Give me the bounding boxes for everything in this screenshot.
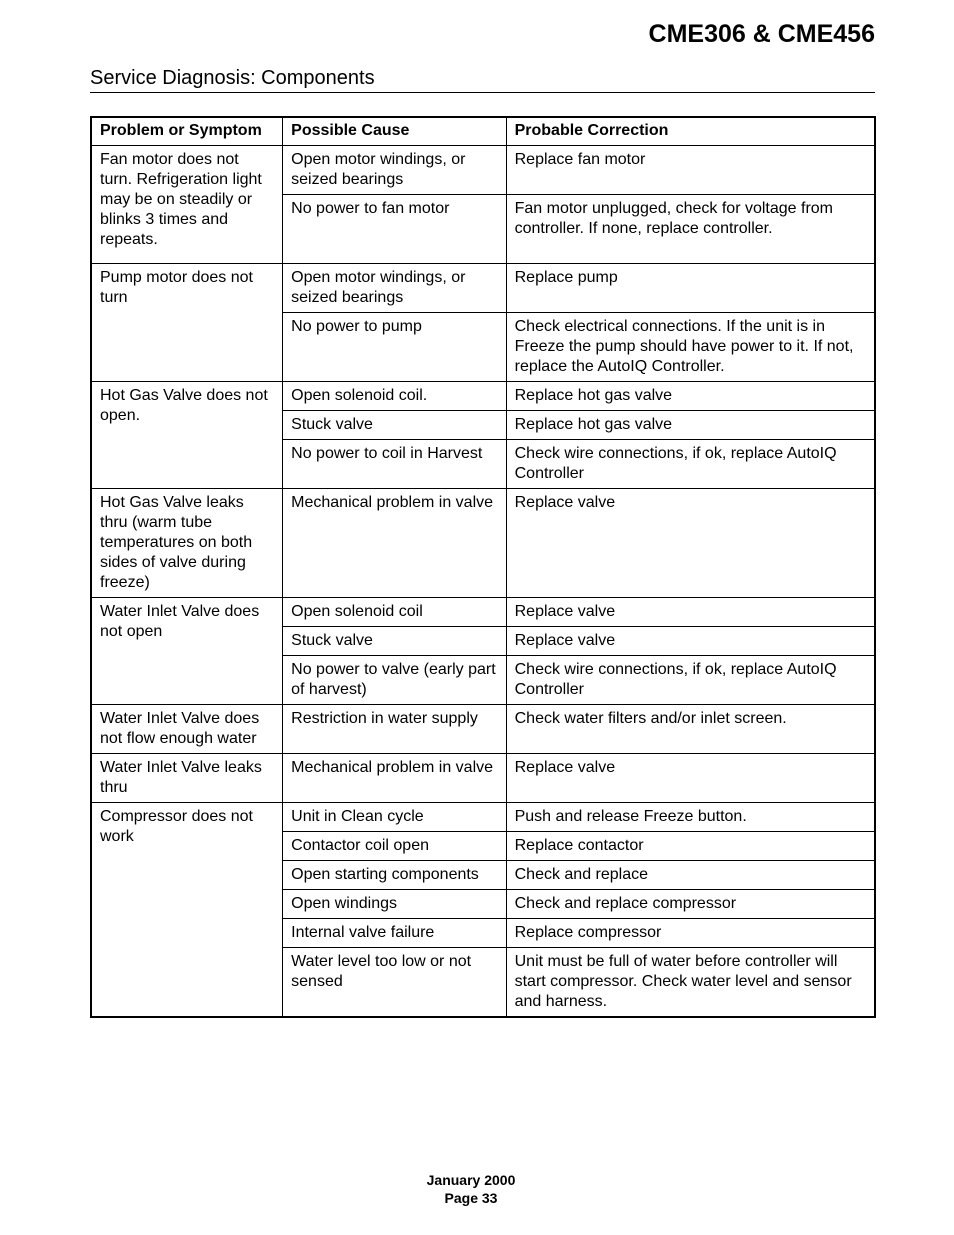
correction-cell: Replace valve bbox=[506, 598, 875, 627]
correction-cell: Replace pump bbox=[506, 264, 875, 313]
cause-cell: Open starting components bbox=[283, 861, 506, 890]
document-title: CME306 & CME456 bbox=[648, 20, 875, 48]
table-row bbox=[91, 803, 875, 832]
cause-cell: Mechanical problem in valve bbox=[283, 754, 506, 803]
correction-cell: Check and replace bbox=[506, 861, 875, 890]
cause-cell: Restriction in water supply bbox=[283, 705, 506, 754]
correction-cell: Replace valve bbox=[506, 754, 875, 803]
table-row bbox=[91, 705, 875, 754]
correction-cell: Check water filters and/or inlet screen. bbox=[506, 705, 875, 754]
table-row bbox=[91, 146, 875, 195]
problem-cell: Water Inlet Valve does not flow enough water bbox=[91, 705, 283, 754]
cause-cell: No power to coil in Harvest bbox=[283, 440, 506, 489]
table-row bbox=[91, 264, 875, 313]
header-cause: Possible Cause bbox=[283, 117, 506, 146]
problem-cell: Hot Gas Valve leaks thru (warm tube temperatures on both sides of valve during freeze) bbox=[91, 489, 283, 598]
correction-cell: Push and release Freeze button. bbox=[506, 803, 875, 832]
table-row bbox=[91, 754, 875, 803]
header-correction: Probable Correction bbox=[506, 117, 875, 146]
correction-cell: Check electrical connections. If the unit is in Freeze the pump should have power to it. If not, replace the AutoIQ Controller. bbox=[506, 313, 875, 382]
cause-cell: No power to pump bbox=[283, 313, 506, 382]
correction-cell: Check wire connections, if ok, replace AutoIQ Controller bbox=[506, 656, 875, 705]
cause-cell: Unit in Clean cycle bbox=[283, 803, 506, 832]
correction-cell: Fan motor unplugged, check for voltage from controller. If none, replace controller. bbox=[506, 195, 875, 264]
cause-cell: Stuck valve bbox=[283, 627, 506, 656]
table-row bbox=[91, 598, 875, 627]
cause-cell: Open windings bbox=[283, 890, 506, 919]
correction-cell: Check wire connections, if ok, replace AutoIQ Controller bbox=[506, 440, 875, 489]
correction-cell: Replace valve bbox=[506, 489, 875, 598]
correction-cell: Replace fan motor bbox=[506, 146, 875, 195]
correction-cell: Replace hot gas valve bbox=[506, 382, 875, 411]
correction-cell: Check and replace compressor bbox=[506, 890, 875, 919]
table-row bbox=[91, 382, 875, 411]
problem-cell: Hot Gas Valve does not open. bbox=[91, 382, 283, 489]
cause-cell: Mechanical problem in valve bbox=[283, 489, 506, 598]
table-row bbox=[91, 489, 875, 598]
correction-cell: Replace contactor bbox=[506, 832, 875, 861]
table-body bbox=[91, 146, 875, 1018]
correction-cell: Replace hot gas valve bbox=[506, 411, 875, 440]
cause-cell: Open motor windings, or seized bearings bbox=[283, 146, 506, 195]
cause-cell: Internal valve failure bbox=[283, 919, 506, 948]
correction-cell: Replace compressor bbox=[506, 919, 875, 948]
title-divider bbox=[90, 92, 875, 93]
correction-cell: Replace valve bbox=[506, 627, 875, 656]
cause-cell: Stuck valve bbox=[283, 411, 506, 440]
problem-cell: Compressor does not work bbox=[91, 803, 283, 1018]
problem-cell: Fan motor does not turn. Refrigeration light may be on steadily or blinks 3 times and repeats. bbox=[91, 146, 283, 264]
header-problem: Problem or Symptom bbox=[91, 117, 283, 146]
cause-cell: No power to fan motor bbox=[283, 195, 506, 264]
footer-date: January 2000 bbox=[426, 1172, 516, 1188]
problem-cell: Water Inlet Valve leaks thru bbox=[91, 754, 283, 803]
problem-cell: Pump motor does not turn bbox=[91, 264, 283, 382]
correction-cell: Unit must be full of water before controller will start compressor. Check water level and sensor and harness. bbox=[506, 948, 875, 1018]
cause-cell: Water level too low or not sensed bbox=[283, 948, 506, 1018]
problem-cell: Water Inlet Valve does not open bbox=[91, 598, 283, 705]
cause-cell: Open motor windings, or seized bearings bbox=[283, 264, 506, 313]
cause-cell: Open solenoid coil bbox=[283, 598, 506, 627]
footer-page-number: Page 33 bbox=[444, 1190, 498, 1206]
cause-cell: No power to valve (early part of harvest) bbox=[283, 656, 506, 705]
cause-cell: Contactor coil open bbox=[283, 832, 506, 861]
section-title: Service Diagnosis: Components bbox=[90, 67, 375, 89]
diagnosis-table bbox=[90, 116, 876, 1018]
page-footer bbox=[0, 1171, 942, 1207]
table-header-row bbox=[91, 117, 875, 146]
cause-cell: Open solenoid coil. bbox=[283, 382, 506, 411]
